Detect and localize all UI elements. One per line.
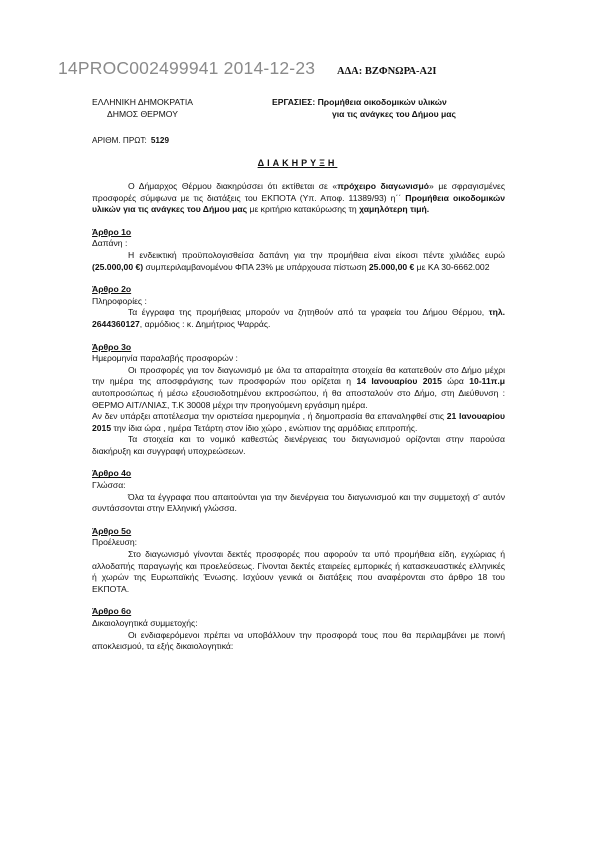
subject-line-2: για τις ανάγκες του Δήμου μας	[332, 109, 457, 119]
document-title: ΔΙΑΚΗΡΥΞΗ	[257, 158, 338, 168]
a2-text-1: Τα έγγραφα της προμήθειας μπορούν να ζητηθούν από τα γραφεία του Δήμου Θέρμου,	[128, 307, 489, 318]
subject-label: ΕΡΓΑΣΙΕΣ:	[272, 97, 316, 107]
subject-line-1: Προμήθεια οικοδομικών υλικών	[317, 97, 447, 107]
intro-paragraph	[92, 181, 505, 216]
intro-bold-3: χαμηλότερη τιμή.	[359, 204, 430, 215]
a1-text-2: συμπεριλαμβανομένου ΦΠΑ 23% με υπάρχουσα πίστωση	[143, 261, 369, 272]
protocol-number	[92, 135, 169, 147]
article-6-text: Οι ενδιαφερόμενοι πρέπει να υποβάλλουν την προσφορά τους που θα περιλαμβάνει με ποινή αποκλεισμού, τα εξής δικαιολογητικά:	[92, 629, 505, 652]
a3-text-3: αυτοπροσώπως ή μέσω εξουσιοδοτημένου εκπροσώπου, ή θα αποσταλούν στο Δήμο, στη Διεύθυνση : ΘΕΡΜΟ ΑΙΤ/ΛΝΙΑΣ, Τ.Κ 30008 μέχρι την προηγούμενη εργάσιμη ημέρα.	[92, 387, 505, 410]
article-6-title: Άρθρο 6ο	[92, 606, 132, 617]
protocol-label: ΑΡΙΘΜ. ΠΡΩΤ:	[92, 136, 147, 145]
article-1-text	[92, 250, 505, 273]
a1-bold-1: (25.000,00 €)	[92, 261, 144, 272]
a1-text-1: Η ενδεικτική προϋπολογισθείσα δαπάνη για την προμήθεια είναι είκοσι πέντε χιλιάδες ευρώ	[128, 249, 505, 260]
a3-text-1: Οι προσφορές για τον διαγωνισμό με όλα τα απαραίτητα στοιχεία θα κατατεθούν στο Δήμο μέχρι την ημέρα της αποσφράγισης των προσφορών που ορίζεται η	[92, 364, 505, 387]
protocol-value: 5129	[150, 136, 170, 145]
a1-bold-2: 25.000,00 €	[368, 261, 415, 272]
a2-phone: τηλ. 2644360127	[92, 307, 505, 329]
intro-text-1: Ο Δήμαρχος Θέρμου διακηρύσσει ότι εκτίθεται σε «	[128, 181, 338, 191]
ada-code: ΑΔΑ: ΒΖΦΝΩΡΑ-Α2Ι	[337, 66, 437, 77]
article-3-repeat	[92, 411, 505, 434]
article-6-subtitle: Δικαιολογητικά συμμετοχής:	[92, 618, 198, 628]
issuer-country: ΕΛΛΗΝΙΚΗ ΔΗΜΟΚΡΑΤΙΑ	[92, 97, 193, 107]
article-1-subtitle: Δαπάνη :	[92, 238, 128, 249]
article-3-text	[92, 365, 505, 411]
article-5-title: Άρθρο 5ο	[92, 525, 132, 536]
article-4-subtitle: Γλώσσα:	[92, 480, 126, 491]
intro-text-3: με κριτήριο κατακύρωσης τη	[247, 204, 360, 215]
intro-bold-2: Προμήθεια οικοδομικών υλικών για τις ανάγκες του Δήμου μας	[92, 192, 505, 215]
article-3-subtitle: Ημερομηνία παραλαβής προσφορών :	[92, 353, 238, 364]
issuer-block	[92, 96, 193, 120]
subject-block	[272, 96, 456, 120]
article-4-title: Άρθρο 4ο	[92, 468, 132, 479]
article-5-subtitle: Προέλευση:	[92, 537, 138, 548]
article-1-title: Άρθρο 1ο	[92, 226, 132, 237]
a3-time: 10-11π.μ	[469, 376, 505, 387]
a3-date-2: 21 Ιανουαρίου 2015	[92, 411, 505, 433]
article-3-legal: Τα στοιχεία και το νομικό καθεστώς διενέργειας του διαγωνισμού ορίζονται στην παρούσα διακήρυξη και συγγραφή υποχρεώσεων.	[92, 434, 505, 456]
article-4-text: Όλα τα έγγραφα που απαιτούνται για την διενέργεια του διαγωνισμού και την συμμετοχή σ' αυτόν συντάσσονται στην Ελληνική γλώσσα.	[92, 491, 505, 514]
article-2-text	[92, 307, 505, 330]
article-2-subtitle: Πληροφορίες :	[92, 295, 147, 306]
article-2-title: Άρθρο 2ο	[92, 284, 132, 295]
a2-text-2: , αρμόδιος : κ. Δημήτριος Ψαρράς.	[139, 318, 271, 329]
document-stamp-number: 14PROC002499941 2014-12-23	[58, 58, 316, 78]
a3-text-2: ώρα	[441, 376, 470, 387]
intro-bold-1: πρόχειρο διαγωνισμό	[337, 181, 430, 191]
a1-text-3: με ΚΑ 30-6662.002	[414, 261, 490, 272]
a3-p2-text-2: την ίδια ώρα , ημέρα Τετάρτη στον ίδιο χώρο , ενώπιον της αρμόδιας επιτροπής.	[111, 422, 418, 433]
article-5-text: Στο διαγωνισμό γίνονται δεκτές προσφορές που αφορούν τα υπό προμήθεια είδη, εγχώριας ή αλλοδαπής παραγωγής και προελεύσεως. Γίνονται δεκτές εταιρείες εμπορικές ή κατασκευαστικές ελληνικές ή χωρών της Ευρωπαϊκής Ένωσης. Ισχύουν γενικά οι διατάξεις που αναφέρονται στο άρθρο 18 του ΕΚΠΟΤΑ.	[92, 549, 505, 594]
a3-p2-text-1: Αν δεν υπάρξει αποτέλεσμα την οριστείσα ημερομηνία , ή δημοπρασία θα επαναληφθεί στις	[92, 411, 447, 422]
a3-date-1: 14 Ιανουαρίου 2015	[356, 376, 442, 387]
issuer-municipality: ΔΗΜΟΣ ΘΕΡΜΟΥ	[107, 109, 178, 119]
article-3-title: Άρθρο 3ο	[92, 341, 132, 352]
document-body	[92, 181, 505, 653]
intro-text-2: » με σφραγισμένες προσφορές σύμφωνα με τις διατάξεις του ΕΚΠΟΤΑ (Υπ. Αποφ. 11389/93) η΄΄	[92, 181, 505, 203]
